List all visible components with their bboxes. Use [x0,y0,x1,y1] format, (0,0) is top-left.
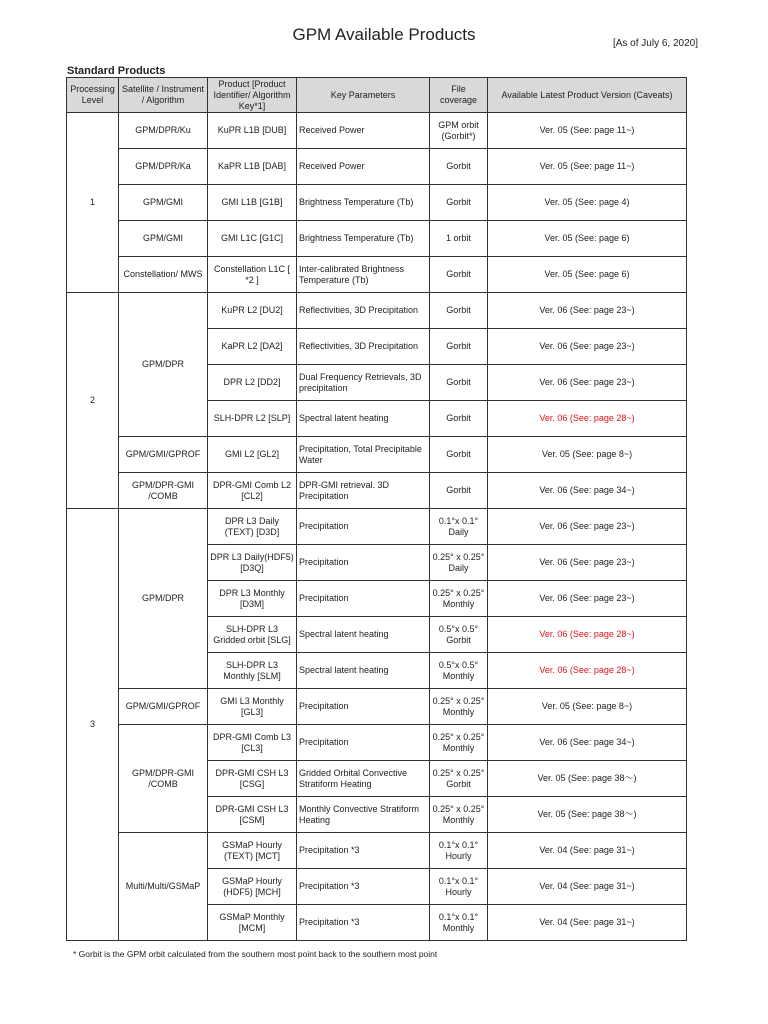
version-cell: Ver. 06 (See: page 23~) [488,509,687,545]
satellite-cell: GPM/GMI [119,221,208,257]
file-coverage-cell: 0.25° x 0.25° Monthly [430,725,488,761]
product-cell: DPR-GMI Comb L2 [CL2] [208,473,297,509]
product-cell: DPR-GMI Comb L3 [CL3] [208,725,297,761]
key-parameters-cell: Precipitation [297,725,430,761]
table-row [67,185,687,221]
file-coverage-cell: 0.1°x 0.1° Daily [430,509,488,545]
version-cell: Ver. 05 (See: page 8~) [488,689,687,725]
table-row [67,437,687,473]
version-cell: Ver. 06 (See: page 34~) [488,473,687,509]
product-cell: KuPR L1B [DUB] [208,113,297,149]
product-cell: KaPR L2 [DA2] [208,329,297,365]
file-coverage-cell: GPM orbit (Gorbit*) [430,113,488,149]
table-row [67,257,687,293]
file-coverage-cell: 0.25° x 0.25° Monthly [430,581,488,617]
version-cell: Ver. 05 (See: page 11~) [488,113,687,149]
satellite-cell: GPM/DPR-GMI /COMB [119,473,208,509]
product-cell: SLH-DPR L3 Monthly [SLM] [208,653,297,689]
table-row [67,689,687,725]
file-coverage-cell: Gorbit [430,257,488,293]
key-parameters-cell: Spectral latent heating [297,617,430,653]
processing-level-cell: 3 [67,509,119,941]
key-parameters-cell: Reflectivities, 3D Precipitation [297,329,430,365]
product-cell: DPR-GMI CSH L3 [CSM] [208,797,297,833]
file-coverage-cell: 1 orbit [430,221,488,257]
column-header-version: Available Latest Product Version (Caveats) [488,78,687,113]
table-row [67,113,687,149]
satellite-cell: GPM/DPR [119,293,208,437]
key-parameters-cell: Spectral latent heating [297,653,430,689]
table-row [67,725,687,761]
version-cell: Ver. 04 (See: page 31~) [488,905,687,941]
key-parameters-cell: Monthly Convective Stratiform Heating [297,797,430,833]
column-header-params: Key Parameters [297,78,430,113]
file-coverage-cell: Gorbit [430,437,488,473]
product-cell: KaPR L1B [DAB] [208,149,297,185]
footnote: * Gorbit is the GPM orbit calculated from the southern most point back to the southern most point [73,949,438,959]
as-of-date: [As of July 6, 2020] [612,38,698,49]
version-cell: Ver. 06 (See: page 23~) [488,293,687,329]
version-cell: Ver. 06 (See: page 28~) [488,401,687,437]
product-cell: DPR L3 Daily (TEXT) [D3D] [208,509,297,545]
processing-level-cell: 1 [67,113,119,293]
key-parameters-cell: Received Power [297,149,430,185]
section-title: Standard Products [67,65,166,77]
product-cell: SLH-DPR L2 [SLP] [208,401,297,437]
version-cell: Ver. 06 (See: page 23~) [488,581,687,617]
file-coverage-cell: 0.5°x 0.5° Gorbit [430,617,488,653]
version-cell: Ver. 06 (See: page 28~) [488,617,687,653]
product-cell: DPR-GMI CSH L3 [CSG] [208,761,297,797]
table-header-row [67,78,687,113]
file-coverage-cell: Gorbit [430,293,488,329]
table-row [67,509,687,545]
key-parameters-cell: Gridded Orbital Convective Stratiform Heating [297,761,430,797]
column-header-satellite: Satellite / Instrument / Algorithm [119,78,208,113]
file-coverage-cell: Gorbit [430,185,488,221]
key-parameters-cell: Precipitation *3 [297,833,430,869]
version-cell: Ver. 06 (See: page 28~) [488,653,687,689]
key-parameters-cell: Spectral latent heating [297,401,430,437]
version-cell: Ver. 05 (See: page 4) [488,185,687,221]
file-coverage-cell: 0.1°x 0.1° Hourly [430,869,488,905]
page-title: GPM Available Products [292,25,476,44]
column-header-level: Processing Level [67,78,119,113]
product-cell: GSMaP Hourly (HDF5) [MCH] [208,869,297,905]
product-cell: SLH-DPR L3 Gridded orbit [SLG] [208,617,297,653]
version-cell: Ver. 06 (See: page 23~) [488,545,687,581]
key-parameters-cell: Precipitation, Total Precipitable Water [297,437,430,473]
version-cell: Ver. 05 (See: page 6) [488,257,687,293]
key-parameters-cell: Precipitation [297,545,430,581]
key-parameters-cell: Precipitation *3 [297,905,430,941]
file-coverage-cell: 0.25° x 0.25° Monthly [430,689,488,725]
file-coverage-cell: 0.25° x 0.25° Gorbit [430,761,488,797]
table-body [67,113,687,941]
file-coverage-cell: 0.25° x 0.25° Daily [430,545,488,581]
file-coverage-cell: Gorbit [430,473,488,509]
product-cell: GMI L3 Monthly [GL3] [208,689,297,725]
version-cell: Ver. 05 (See: page 38〜) [488,797,687,833]
product-cell: GMI L1B [G1B] [208,185,297,221]
satellite-cell: GPM/DPR/Ka [119,149,208,185]
satellite-cell: GPM/DPR [119,509,208,689]
satellite-cell: Constellation/ MWS [119,257,208,293]
version-cell: Ver. 05 (See: page 8~) [488,437,687,473]
key-parameters-cell: Received Power [297,113,430,149]
key-parameters-cell: Dual Frequency Retrievals, 3D precipitation [297,365,430,401]
version-cell: Ver. 06 (See: page 23~) [488,365,687,401]
product-cell: DPR L3 Monthly [D3M] [208,581,297,617]
product-cell: GSMaP Hourly (TEXT) [MCT] [208,833,297,869]
column-header-coverage: File coverage [430,78,488,113]
key-parameters-cell: DPR-GMI retrieval. 3D Precipitation [297,473,430,509]
product-cell: DPR L3 Daily(HDF5) [D3Q] [208,545,297,581]
version-cell: Ver. 04 (See: page 31~) [488,869,687,905]
product-cell: Constellation L1C [ *2 ] [208,257,297,293]
version-cell: Ver. 05 (See: page 38〜) [488,761,687,797]
satellite-cell: GPM/DPR/Ku [119,113,208,149]
table-row [67,293,687,329]
file-coverage-cell: 0.5°x 0.5° Monthly [430,653,488,689]
file-coverage-cell: Gorbit [430,149,488,185]
key-parameters-cell: Precipitation [297,581,430,617]
version-cell: Ver. 05 (See: page 11~) [488,149,687,185]
version-cell: Ver. 06 (See: page 23~) [488,329,687,365]
key-parameters-cell: Brightness Temperature (Tb) [297,185,430,221]
product-cell: GMI L1C [G1C] [208,221,297,257]
version-cell: Ver. 04 (See: page 31~) [488,833,687,869]
products-table [66,77,687,941]
satellite-cell: Multi/Multi/GSMaP [119,833,208,941]
product-cell: GSMaP Monthly [MCM] [208,905,297,941]
table-row [67,473,687,509]
version-cell: Ver. 06 (See: page 34~) [488,725,687,761]
table-row [67,833,687,869]
key-parameters-cell: Precipitation [297,509,430,545]
key-parameters-cell: Inter-calibrated Brightness Temperature (Tb) [297,257,430,293]
product-cell: KuPR L2 [DU2] [208,293,297,329]
satellite-cell: GPM/GMI/GPROF [119,437,208,473]
satellite-cell: GPM/GMI/GPROF [119,689,208,725]
file-coverage-cell: Gorbit [430,401,488,437]
product-cell: GMI L2 [GL2] [208,437,297,473]
key-parameters-cell: Reflectivities, 3D Precipitation [297,293,430,329]
satellite-cell: GPM/DPR-GMI /COMB [119,725,208,833]
file-coverage-cell: 0.25° x 0.25° Monthly [430,797,488,833]
processing-level-cell: 2 [67,293,119,509]
file-coverage-cell: Gorbit [430,365,488,401]
key-parameters-cell: Brightness Temperature (Tb) [297,221,430,257]
file-coverage-cell: 0.1°x 0.1° Hourly [430,833,488,869]
satellite-cell: GPM/GMI [119,185,208,221]
key-parameters-cell: Precipitation *3 [297,869,430,905]
file-coverage-cell: Gorbit [430,329,488,365]
product-cell: DPR L2 [DD2] [208,365,297,401]
key-parameters-cell: Precipitation [297,689,430,725]
file-coverage-cell: 0.1°x 0.1° Monthly [430,905,488,941]
version-cell: Ver. 05 (See: page 6) [488,221,687,257]
column-header-product: Product [Product Identifier/ Algorithm Key*1] [208,78,297,113]
table-row [67,221,687,257]
table-row [67,149,687,185]
